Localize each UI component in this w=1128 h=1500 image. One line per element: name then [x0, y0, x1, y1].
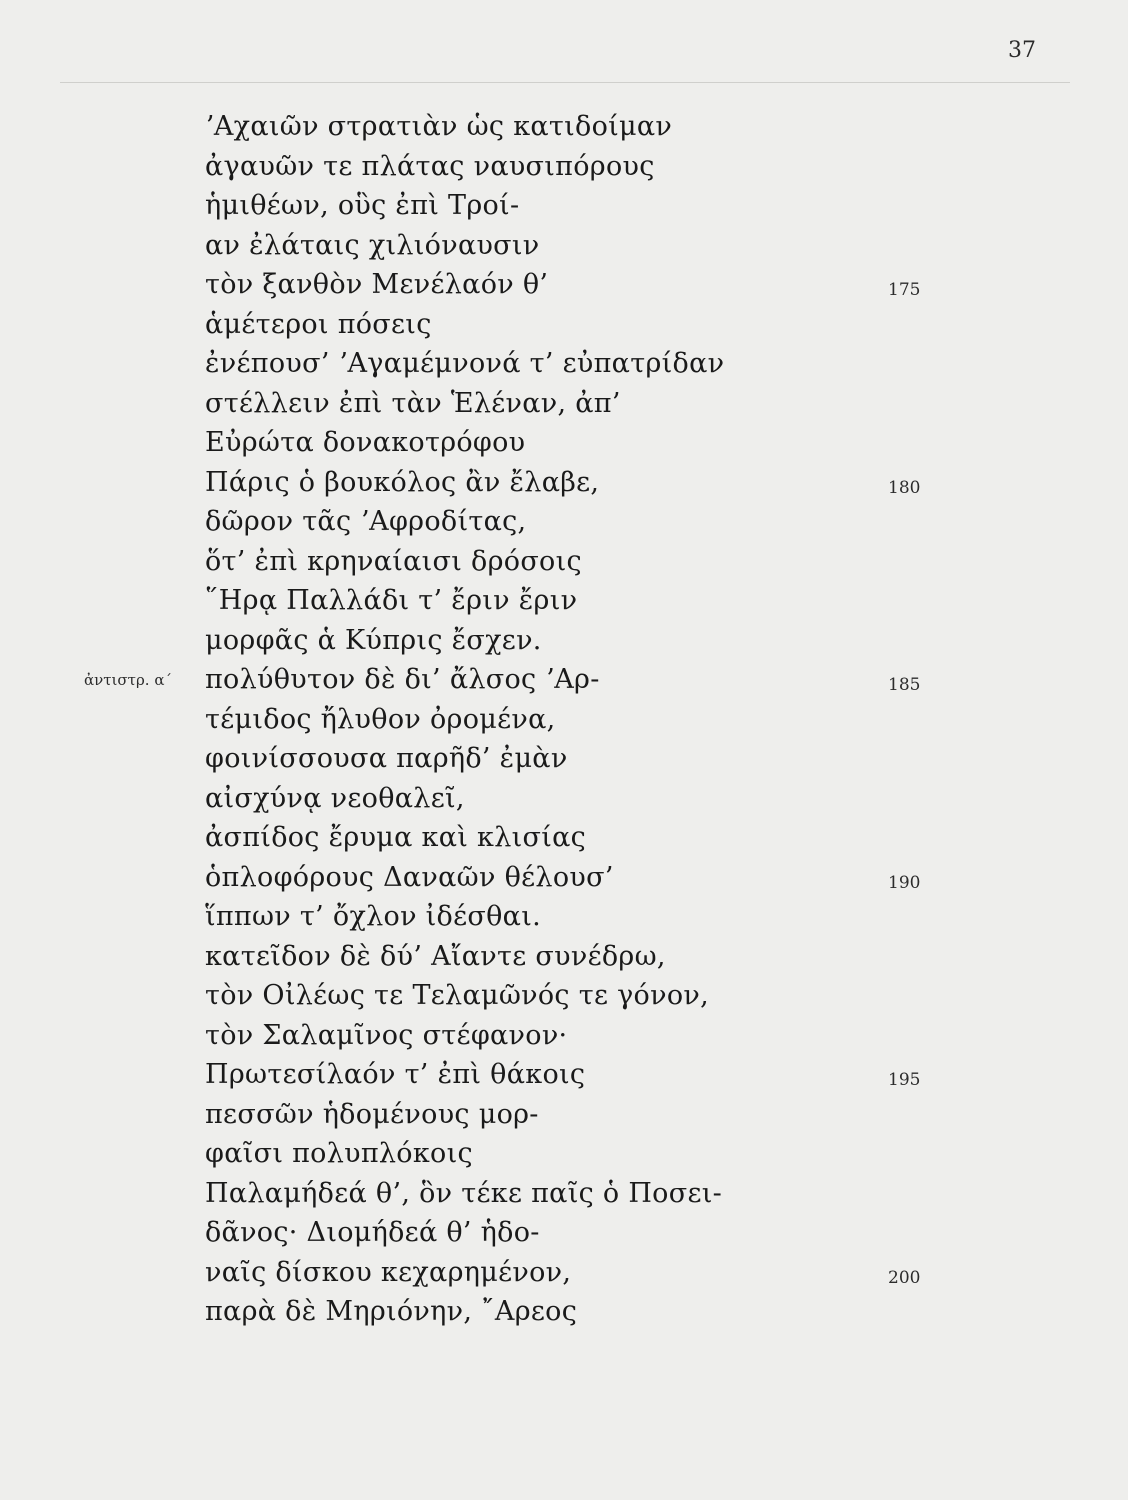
verse-text: ἀσπίδος ἔρυμα καὶ κλισίας	[205, 822, 587, 853]
verse-line	[0, 542, 1128, 582]
verse-line	[0, 265, 1128, 305]
verse-line	[0, 621, 1128, 661]
verse-text: ὁπλοφόρους Δαναῶν θέλουσ’	[205, 861, 614, 893]
verse-text: αν ἐλάταις χιλιόναυσιν	[205, 229, 540, 261]
verse-line	[0, 858, 1128, 898]
verse-text: ʼΑχαιῶν στρατιὰν ὡς κατιδοίμαν	[205, 111, 673, 142]
verse-line	[0, 1253, 1128, 1293]
verse-line	[0, 147, 1128, 187]
verse-line	[0, 660, 1128, 700]
verse-text: τὸν Οἰλέως τε Τελαμῶνός τε γόνον,	[205, 980, 709, 1011]
verse-line	[0, 1095, 1128, 1135]
verse-line	[0, 581, 1128, 621]
line-number: 180	[888, 477, 921, 498]
verse-line	[0, 226, 1128, 266]
verse-text: Πρωτεσίλαόν τ’ ἐπὶ θάκοις	[205, 1059, 586, 1090]
verse-line	[0, 1174, 1128, 1214]
verse-text: στέλλειν ἐπὶ τὰν Ἑλέναν, ἀπ’	[205, 387, 621, 419]
verse-line	[0, 937, 1128, 977]
line-number: 185	[888, 675, 921, 695]
verse-line	[0, 502, 1128, 542]
verse-text: παρὰ δὲ Μηριόνην, ῎Αρεος	[205, 1296, 578, 1327]
verse-text: αἰσχύνᾳ νεοθαλεῖ,	[205, 782, 465, 814]
verse-text: φοινίσσουσα παρῆδ’ ἐμὰν	[205, 743, 568, 774]
strophe-label: ἀντιστρ. α´	[84, 671, 172, 689]
verse-text: ἡμιθέων, οὓς ἐπὶ Τροί-	[205, 190, 520, 221]
verse-line	[0, 423, 1128, 463]
verse-line	[0, 186, 1128, 226]
verse-text: ἀγαυῶν τε πλάτας ναυσιπόρους	[205, 150, 655, 182]
verse-text: ἵππων τ’ ὄχλον ἰδέσθαι.	[205, 901, 541, 932]
verse-line	[0, 384, 1128, 424]
line-number: 195	[888, 1070, 921, 1090]
verse-text: ἁμέτεροι πόσεις	[205, 308, 432, 340]
verse-line	[0, 700, 1128, 740]
verse-line	[0, 344, 1128, 384]
verse-line	[0, 1016, 1128, 1056]
header-rule	[60, 82, 1070, 83]
line-number: 175	[888, 280, 921, 300]
verse-text: ὅτ’ ἐπὶ κρηναίαισι δρόσοις	[205, 545, 582, 577]
verse-text: Εὐρώτα δονακοτρόφου	[205, 427, 526, 458]
verse-text: ναῖς δίσκου κεχαρημένον,	[205, 1256, 572, 1288]
verse-text: τὸν ξανθὸν Μενέλαόν θ’	[205, 269, 549, 300]
verse-text: πολύθυτον δὲ δι’ ἄλσος ʼΑρ-	[205, 664, 600, 695]
verse-line	[0, 463, 1128, 503]
verse-text: δῶρον τᾶς ʼΑφροδίτας,	[205, 506, 527, 537]
verse-text: ἐνέπουσ’ ʼΑγαμέμνονά τ’ εὐπατρίδαν	[205, 348, 725, 379]
verse-line	[0, 1292, 1128, 1332]
verse-text: φαῖσι πολυπλόκοις	[205, 1138, 473, 1169]
verse-text: μορφᾶς ἁ Κύπρις ἔσχεν.	[205, 624, 542, 656]
verse-line	[0, 739, 1128, 779]
verse-line	[0, 1055, 1128, 1095]
verse-text: τὸν Σαλαμῖνος στέφανον·	[205, 1019, 568, 1051]
verse-text: Πάρις ὁ βουκόλος ἂν ἔλαβε,	[205, 466, 600, 498]
verse-text: κατεῖδον δὲ δύ’ Αἴαντε συνέδρω,	[205, 940, 666, 972]
line-number: 190	[888, 872, 921, 893]
verse-text: δᾶνος· Διομήδεά θ’ ἡδο-	[205, 1217, 540, 1248]
verse-line	[0, 818, 1128, 858]
verse-line	[0, 779, 1128, 819]
verse-line	[0, 897, 1128, 937]
verse-text: Παλαμήδεά θ’, ὃν τέκε παῖς ὁ Ποσει-	[205, 1177, 723, 1209]
verse-text: πεσσῶν ἡδομένους μορ-	[205, 1098, 539, 1130]
verse-line	[0, 305, 1128, 345]
verse-line	[0, 1213, 1128, 1253]
verse-block	[0, 107, 1128, 1332]
verse-line	[0, 107, 1128, 147]
verse-text: ῞Ηρᾳ Παλλάδι τ’ ἔριν ἔριν	[205, 585, 578, 616]
verse-line	[0, 976, 1128, 1016]
verse-text: τέμιδος ἤλυθον ὀρομένα,	[205, 703, 556, 735]
page-number: 37	[1008, 38, 1036, 63]
line-number: 200	[888, 1267, 921, 1288]
verse-line	[0, 1134, 1128, 1174]
